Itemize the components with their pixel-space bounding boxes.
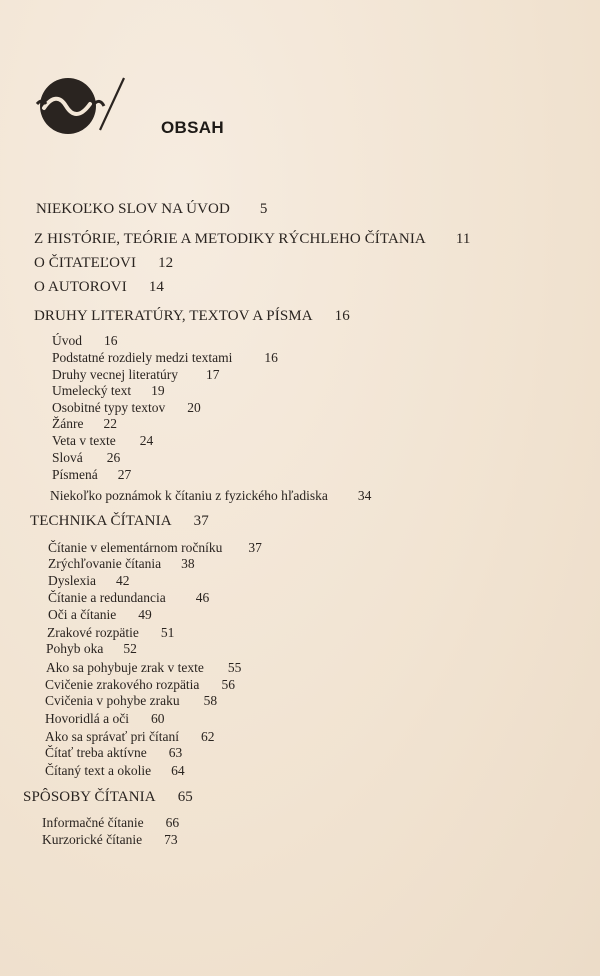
toc-entry-page: 49 xyxy=(138,607,152,622)
toc-entry-page: 66 xyxy=(165,815,180,830)
toc-subentry xyxy=(48,608,152,622)
toc-subentry xyxy=(45,694,217,708)
toc-entry xyxy=(30,514,209,529)
toc-entry-label: TECHNIKA ČÍTANIA xyxy=(30,513,172,529)
toc-entry xyxy=(23,790,193,805)
toc-entry-page: 20 xyxy=(187,400,201,415)
toc-entry-page: 19 xyxy=(151,383,165,398)
toc-entry xyxy=(34,280,164,295)
toc-entry-label: Ako sa správať pri čítaní xyxy=(45,729,179,744)
toc-entry-page: 16 xyxy=(334,308,350,324)
toc-subentry xyxy=(52,434,153,448)
toc-entry-label: Slová xyxy=(52,450,83,465)
toc-entry xyxy=(36,202,268,217)
toc-entry-page: 12 xyxy=(158,255,174,271)
toc-entry-page: 5 xyxy=(259,201,268,217)
toc-entry-label: Pohyb oka xyxy=(46,641,104,656)
toc-entry-page: 73 xyxy=(164,832,178,847)
toc-entry-label: Osobitné typy textov xyxy=(52,400,166,415)
toc-subentry xyxy=(46,642,137,656)
toc-entry-label: Z HISTÓRIE, TEÓRIE A METODIKY RÝCHLEHO ČÍTANIA xyxy=(34,231,426,247)
toc-entry-page: 55 xyxy=(227,660,242,675)
toc-entry-page: 63 xyxy=(168,745,183,760)
toc-entry-label: Oči a čítanie xyxy=(48,607,117,622)
toc-subentry xyxy=(48,557,195,571)
toc-subentry xyxy=(42,816,179,830)
toc-subentry xyxy=(52,334,118,348)
page-title: OBSAH xyxy=(161,118,224,137)
toc-entry-page: 42 xyxy=(116,573,130,588)
toc-subentry xyxy=(45,712,164,726)
toc-subentry xyxy=(48,591,209,605)
toc-entry-page: 51 xyxy=(160,625,175,640)
toc-subentry xyxy=(47,626,174,640)
toc-entry-label: Úvod xyxy=(52,333,82,348)
toc-entry-label: Podstatné rozdiely medzi textami xyxy=(52,350,233,365)
toc-entry-page: 27 xyxy=(117,467,132,482)
toc-subentry xyxy=(45,730,214,744)
toc-subentry xyxy=(52,401,201,415)
toc-entry-label: Čítanie v elementárnom ročníku xyxy=(48,540,223,555)
toc-entry-page: 65 xyxy=(177,789,193,805)
toc-subentry xyxy=(45,764,185,778)
toc-entry-page: 24 xyxy=(139,433,154,448)
toc-entry-page: 16 xyxy=(264,350,278,365)
toc-subentry xyxy=(52,451,120,465)
toc-subentry xyxy=(45,678,235,692)
toc-entry-page: 64 xyxy=(171,763,185,778)
toc-entry-label: Čítať treba aktívne xyxy=(45,745,147,760)
toc-subentry xyxy=(52,351,278,365)
toc-entry-label: SPÔSOBY ČÍTANIA xyxy=(23,789,156,805)
toc-entry-label: NIEKOĽKO SLOV NA ÚVOD xyxy=(36,201,230,217)
toc-entry xyxy=(34,232,471,247)
toc-entry-page: 11 xyxy=(455,231,471,247)
toc-entry-page: 37 xyxy=(193,513,209,529)
toc-subentry xyxy=(52,417,117,431)
toc-entry-label: Cvičenie zrakového rozpätia xyxy=(45,677,200,692)
toc-subentry xyxy=(42,833,178,847)
toc-entry-page: 34 xyxy=(357,488,372,503)
toc-entry-label: O AUTOROVI xyxy=(34,279,127,295)
toc-entry-page: 52 xyxy=(123,641,137,656)
toc-entry-page: 26 xyxy=(106,450,121,465)
toc-entry xyxy=(34,256,173,271)
toc-entry-page: 16 xyxy=(104,333,118,348)
toc-entry-label: DRUHY LITERATÚRY, TEXTOV A PÍSMA xyxy=(34,308,313,324)
toc-entry-page: 62 xyxy=(200,729,215,744)
toc-entry-label: Kurzorické čítanie xyxy=(42,832,143,847)
toc-entry-label: Žánre xyxy=(52,416,84,431)
toc-subentry xyxy=(52,368,219,382)
toc-entry-label: Informačné čítanie xyxy=(42,815,144,830)
toc-entry-page: 14 xyxy=(148,279,165,295)
toc-entry-label: Písmená xyxy=(52,467,98,482)
toc-subentry xyxy=(50,489,371,503)
toc-entry-label: Hovoridlá a oči xyxy=(45,711,129,726)
toc-entry-label: Dyslexia xyxy=(48,573,96,588)
toc-entry xyxy=(34,309,350,324)
toc-entry-label: Zrýchľovanie čítania xyxy=(48,556,162,571)
toc-entry-label: Cvičenia v pohybe zraku xyxy=(45,693,180,708)
toc-entry-page: 60 xyxy=(150,711,165,726)
toc-entry-page: 58 xyxy=(203,693,218,708)
toc-entry-page: 56 xyxy=(221,677,235,692)
toc-subentry xyxy=(48,574,130,588)
toc-entry-page: 38 xyxy=(181,556,195,571)
toc-entry-label: Druhy vecnej literatúry xyxy=(52,367,178,382)
toc-subentry xyxy=(52,468,131,482)
toc-entry-label: Čítanie a redundancia xyxy=(48,590,166,605)
toc-subentry xyxy=(48,541,262,555)
toc-subentry xyxy=(52,384,165,398)
toc-entry-label: Ako sa pohybuje zrak v texte xyxy=(46,660,204,675)
toc-subentry xyxy=(45,746,182,760)
toc-entry-label: Niekoľko poznámok k čítaniu z fyzického hľadiska xyxy=(50,488,328,503)
toc-entry-page: 22 xyxy=(103,416,117,431)
toc-entry-label: Zrakové rozpätie xyxy=(47,625,139,640)
toc-entry-label: Umelecký text xyxy=(52,383,132,398)
toc-entry-label: Veta v texte xyxy=(52,433,116,448)
toc-subentry xyxy=(46,661,241,675)
toc-entry-label: Čítaný text a okolie xyxy=(45,763,152,778)
publisher-logo-icon xyxy=(34,74,130,136)
toc-entry-label: O ČITATEĽOVI xyxy=(34,255,137,271)
toc-entry-page: 17 xyxy=(205,367,220,382)
toc-entry-page: 46 xyxy=(195,590,210,605)
toc-entry-page: 37 xyxy=(248,540,262,555)
